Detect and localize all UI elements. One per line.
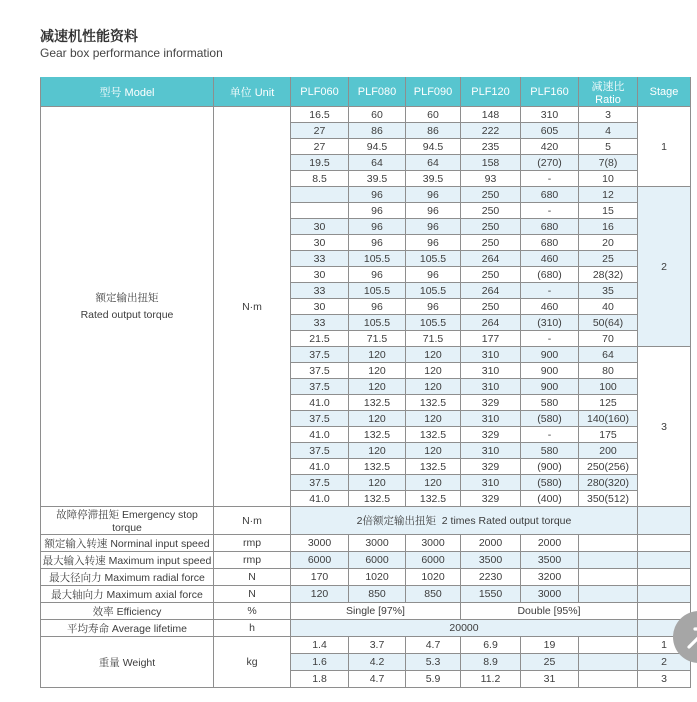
header-row xyxy=(41,78,691,107)
column-header-6: PLF160 xyxy=(521,78,579,107)
torque-value-cell: 250 xyxy=(461,187,521,203)
weight-value-cell: 25 xyxy=(521,654,579,671)
torque-value-cell: 120 xyxy=(349,379,406,395)
empty-stage-cell xyxy=(638,586,691,603)
torque-value-cell: 96 xyxy=(349,203,406,219)
ratio-cell: 175 xyxy=(579,427,638,443)
spec-value-cell: 120 xyxy=(291,586,349,603)
empty-ratio-cell xyxy=(579,586,638,603)
spec-row xyxy=(41,603,691,620)
spec-unit-cell: rmp xyxy=(214,535,291,552)
torque-value-cell: 64 xyxy=(349,155,406,171)
torque-value-cell: 580 xyxy=(521,395,579,411)
ratio-cell: 40 xyxy=(579,299,638,315)
torque-value-cell: 96 xyxy=(349,267,406,283)
ratio-cell: 4 xyxy=(579,123,638,139)
rated-output-torque-label xyxy=(41,107,214,507)
torque-value-cell: 96 xyxy=(406,299,461,315)
spec-value-cell: 170 xyxy=(291,569,349,586)
column-header-5: PLF120 xyxy=(461,78,521,107)
efficiency-double-cell: Double [95%] xyxy=(461,603,638,620)
torque-value-cell: 120 xyxy=(406,475,461,491)
spec-value-cell: 1020 xyxy=(349,569,406,586)
scroll-top-button[interactable] xyxy=(673,611,697,663)
torque-value-cell: - xyxy=(521,203,579,219)
empty-ratio-cell xyxy=(579,535,638,552)
weight-value-cell: 19 xyxy=(521,637,579,654)
weight-unit-cell: kg xyxy=(214,637,291,688)
torque-value-cell: 235 xyxy=(461,139,521,155)
empty-stage-cell xyxy=(638,535,691,552)
torque-value-cell: 310 xyxy=(521,107,579,123)
torque-value-cell: 96 xyxy=(349,235,406,251)
ratio-cell: 70 xyxy=(579,331,638,347)
torque-value-cell: 132.5 xyxy=(406,427,461,443)
torque-value-cell: 96 xyxy=(406,235,461,251)
torque-value-cell: 27 xyxy=(291,123,349,139)
weight-value-cell: 5.3 xyxy=(406,654,461,671)
weight-value-cell: 1.4 xyxy=(291,637,349,654)
torque-value-cell: 250 xyxy=(461,235,521,251)
torque-value-cell: (580) xyxy=(521,411,579,427)
torque-value-cell: 148 xyxy=(461,107,521,123)
torque-value-cell: 250 xyxy=(461,203,521,219)
torque-value-cell: 8.5 xyxy=(291,171,349,187)
spec-value-cell: 1550 xyxy=(461,586,521,603)
empty-ratio-cell xyxy=(579,637,638,654)
torque-value-cell: 64 xyxy=(406,155,461,171)
torque-value-cell: 105.5 xyxy=(349,283,406,299)
weight-value-cell: 31 xyxy=(521,671,579,688)
column-header-1: 单位 Unit xyxy=(214,78,291,107)
ratio-cell: 10 xyxy=(579,171,638,187)
table-body xyxy=(41,107,691,688)
torque-value-cell: 21.5 xyxy=(291,331,349,347)
spec-unit-cell: N·m xyxy=(214,507,291,535)
spec-value-cell: 2000 xyxy=(521,535,579,552)
torque-value-cell: 120 xyxy=(349,411,406,427)
torque-value-cell: 37.5 xyxy=(291,379,349,395)
stage-cell: 3 xyxy=(638,347,691,507)
ratio-cell: 7(8) xyxy=(579,155,638,171)
torque-value-cell: 680 xyxy=(521,187,579,203)
weight-value-cell: 4.7 xyxy=(406,637,461,654)
torque-value-cell: 30 xyxy=(291,299,349,315)
spec-label-cell: 最大径向力 Maximum radial force xyxy=(41,569,214,586)
ratio-cell: 28(32) xyxy=(579,267,638,283)
spec-unit-cell: h xyxy=(214,620,291,637)
ratio-cell: 200 xyxy=(579,443,638,459)
torque-value-cell: 900 xyxy=(521,363,579,379)
empty-stage-cell xyxy=(638,552,691,569)
torque-value-cell: 16.5 xyxy=(291,107,349,123)
spec-row xyxy=(41,620,691,637)
torque-value-cell: 94.5 xyxy=(406,139,461,155)
spec-value-cell: 850 xyxy=(406,586,461,603)
torque-value-cell: 37.5 xyxy=(291,363,349,379)
column-header-3: PLF080 xyxy=(349,78,406,107)
ratio-cell: 20 xyxy=(579,235,638,251)
empty-ratio-cell xyxy=(579,552,638,569)
spec-value-cell: 3500 xyxy=(461,552,521,569)
empty-stage-cell xyxy=(638,569,691,586)
torque-value-cell: 94.5 xyxy=(349,139,406,155)
torque-value-cell: 120 xyxy=(406,347,461,363)
torque-value-cell: 96 xyxy=(349,299,406,315)
spec-value-cell: 6000 xyxy=(349,552,406,569)
ratio-cell: 64 xyxy=(579,347,638,363)
torque-value-cell: 250 xyxy=(461,267,521,283)
torque-value-cell: 120 xyxy=(406,411,461,427)
spec-value-cell: 850 xyxy=(349,586,406,603)
torque-value-cell: 329 xyxy=(461,427,521,443)
spec-row xyxy=(41,535,691,552)
spec-value-cell: 2230 xyxy=(461,569,521,586)
ratio-cell: 280(320) xyxy=(579,475,638,491)
torque-value-cell: 41.0 xyxy=(291,395,349,411)
torque-value-cell: (580) xyxy=(521,475,579,491)
empty-ratio-cell xyxy=(579,654,638,671)
torque-value-cell: 96 xyxy=(406,187,461,203)
ratio-cell: 16 xyxy=(579,219,638,235)
arrow-up-right-icon xyxy=(673,611,697,663)
spec-row xyxy=(41,552,691,569)
column-header-8: Stage xyxy=(638,78,691,107)
spec-value-cell: 3000 xyxy=(349,535,406,552)
spec-span-value-cell: 2倍额定输出扭矩 2 times Rated output torque xyxy=(291,507,638,535)
torque-value-cell: 39.5 xyxy=(406,171,461,187)
torque-value-cell: 580 xyxy=(521,443,579,459)
torque-value-cell: 41.0 xyxy=(291,427,349,443)
torque-value-cell: 33 xyxy=(291,283,349,299)
performance-table xyxy=(40,77,691,688)
weight-stage-cell: 3 xyxy=(638,671,691,688)
spec-label-cell: 效率 Efficiency xyxy=(41,603,214,620)
torque-value-cell: 120 xyxy=(349,363,406,379)
torque-value-cell: 132.5 xyxy=(406,459,461,475)
spec-row xyxy=(41,586,691,603)
torque-value-cell: 60 xyxy=(406,107,461,123)
torque-row xyxy=(41,107,691,123)
ratio-cell: 3 xyxy=(579,107,638,123)
ratio-cell: 35 xyxy=(579,283,638,299)
torque-value-cell: 37.5 xyxy=(291,347,349,363)
spec-unit-cell: rmp xyxy=(214,552,291,569)
spec-value-cell: 6000 xyxy=(291,552,349,569)
spec-value-cell: 3200 xyxy=(521,569,579,586)
weight-label-cell: 重量 Weight xyxy=(41,637,214,688)
torque-value-cell: 222 xyxy=(461,123,521,139)
torque-value-cell: 132.5 xyxy=(349,459,406,475)
torque-value-cell: 460 xyxy=(521,299,579,315)
torque-value-cell: 86 xyxy=(349,123,406,139)
torque-value-cell: 250 xyxy=(461,299,521,315)
column-header-4: PLF090 xyxy=(406,78,461,107)
column-header-0: 型号 Model xyxy=(41,78,214,107)
weight-value-cell: 1.6 xyxy=(291,654,349,671)
spec-unit-cell: % xyxy=(214,603,291,620)
spec-row xyxy=(41,507,691,535)
torque-value-cell: 310 xyxy=(461,379,521,395)
spec-value-cell: 3000 xyxy=(291,535,349,552)
torque-value-cell: 900 xyxy=(521,379,579,395)
torque-value-cell: 120 xyxy=(349,443,406,459)
torque-value-cell: 120 xyxy=(406,443,461,459)
ratio-cell: 140(160) xyxy=(579,411,638,427)
torque-value-cell: 120 xyxy=(406,363,461,379)
torque-value-cell: 30 xyxy=(291,267,349,283)
ratio-cell: 100 xyxy=(579,379,638,395)
ratio-cell: 250(256) xyxy=(579,459,638,475)
torque-value-cell: 250 xyxy=(461,219,521,235)
torque-value-cell: 41.0 xyxy=(291,459,349,475)
spec-value-cell: 2000 xyxy=(461,535,521,552)
stage-cell: 1 xyxy=(638,107,691,187)
torque-value-cell: 310 xyxy=(461,363,521,379)
spec-unit-cell: N xyxy=(214,586,291,603)
torque-value-cell xyxy=(291,203,349,219)
ratio-cell: 12 xyxy=(579,187,638,203)
torque-value-cell: 310 xyxy=(461,347,521,363)
torque-value-cell: - xyxy=(521,171,579,187)
page-subtitle: Gear box performance information xyxy=(40,46,223,60)
torque-value-cell: 96 xyxy=(349,219,406,235)
ratio-cell: 350(512) xyxy=(579,491,638,507)
torque-value-cell: - xyxy=(521,427,579,443)
torque-value-cell: 60 xyxy=(349,107,406,123)
torque-value-cell: 120 xyxy=(349,475,406,491)
spec-label-cell: 故障停滞扭矩 Emergency stop torque xyxy=(41,507,214,535)
torque-value-cell: 264 xyxy=(461,251,521,267)
empty-ratio-cell xyxy=(579,671,638,688)
empty-ratio-cell xyxy=(579,569,638,586)
torque-value-cell: (310) xyxy=(521,315,579,331)
torque-value-cell: 33 xyxy=(291,251,349,267)
torque-value-cell: 329 xyxy=(461,459,521,475)
ratio-cell: 5 xyxy=(579,139,638,155)
torque-value-cell: 264 xyxy=(461,283,521,299)
torque-value-cell: 96 xyxy=(406,267,461,283)
torque-value-cell: 105.5 xyxy=(406,315,461,331)
torque-value-cell: 329 xyxy=(461,395,521,411)
weight-stage-cell: 2 xyxy=(638,654,691,671)
torque-value-cell: 19.5 xyxy=(291,155,349,171)
torque-value-cell: 132.5 xyxy=(349,395,406,411)
table-header xyxy=(41,78,691,107)
spec-row xyxy=(41,569,691,586)
stage-cell: 2 xyxy=(638,187,691,347)
torque-value-cell: 105.5 xyxy=(349,315,406,331)
torque-value-cell: 105.5 xyxy=(406,251,461,267)
spec-value-cell: 3000 xyxy=(521,586,579,603)
ratio-cell: 80 xyxy=(579,363,638,379)
ratio-cell: 50(64) xyxy=(579,315,638,331)
torque-value-cell: 132.5 xyxy=(406,491,461,507)
spec-value-cell: 1020 xyxy=(406,569,461,586)
torque-value-cell xyxy=(291,187,349,203)
torque-value-cell: 96 xyxy=(349,187,406,203)
weight-value-cell: 5.9 xyxy=(406,671,461,688)
torque-value-cell: 71.5 xyxy=(349,331,406,347)
torque-value-cell: 329 xyxy=(461,491,521,507)
torque-value-cell: 132.5 xyxy=(349,427,406,443)
rated-output-torque-label-en: Rated output torque xyxy=(80,308,174,321)
weight-value-cell: 3.7 xyxy=(349,637,406,654)
spec-value-cell: 6000 xyxy=(406,552,461,569)
torque-value-cell: 310 xyxy=(461,411,521,427)
torque-value-cell: 27 xyxy=(291,139,349,155)
weight-value-cell: 8.9 xyxy=(461,654,521,671)
ratio-cell: 25 xyxy=(579,251,638,267)
torque-value-cell: 158 xyxy=(461,155,521,171)
torque-value-cell: (900) xyxy=(521,459,579,475)
torque-value-cell: 30 xyxy=(291,219,349,235)
weight-value-cell: 4.7 xyxy=(349,671,406,688)
weight-row xyxy=(41,637,691,654)
column-header-2: PLF060 xyxy=(291,78,349,107)
weight-stage-cell: 1 xyxy=(638,637,691,654)
spec-label-cell: 平均寿命 Average lifetime xyxy=(41,620,214,637)
torque-value-cell: 37.5 xyxy=(291,443,349,459)
torque-value-cell: 96 xyxy=(406,203,461,219)
torque-value-cell: 132.5 xyxy=(406,395,461,411)
torque-value-cell: 680 xyxy=(521,235,579,251)
torque-value-cell: 120 xyxy=(406,379,461,395)
weight-value-cell: 11.2 xyxy=(461,671,521,688)
weight-value-cell: 1.8 xyxy=(291,671,349,688)
torque-value-cell: 680 xyxy=(521,219,579,235)
weight-value-cell: 4.2 xyxy=(349,654,406,671)
torque-value-cell: 177 xyxy=(461,331,521,347)
spec-span-value-cell: 20000 xyxy=(291,620,638,637)
torque-value-cell: 33 xyxy=(291,315,349,331)
torque-value-cell: 39.5 xyxy=(349,171,406,187)
torque-value-cell: 420 xyxy=(521,139,579,155)
torque-value-cell: 264 xyxy=(461,315,521,331)
torque-value-cell: 71.5 xyxy=(406,331,461,347)
weight-value-cell: 6.9 xyxy=(461,637,521,654)
torque-value-cell: 460 xyxy=(521,251,579,267)
efficiency-single-cell: Single [97%] xyxy=(291,603,461,620)
torque-value-cell: (400) xyxy=(521,491,579,507)
torque-value-cell: 605 xyxy=(521,123,579,139)
page-title: 减速机性能资料 xyxy=(40,28,138,44)
spec-label-cell: 额定输入转速 Norminal input speed xyxy=(41,535,214,552)
torque-value-cell: - xyxy=(521,331,579,347)
torque-value-cell: 37.5 xyxy=(291,475,349,491)
torque-value-cell: (680) xyxy=(521,267,579,283)
torque-value-cell: 900 xyxy=(521,347,579,363)
torque-value-cell: 120 xyxy=(349,347,406,363)
ratio-cell: 125 xyxy=(579,395,638,411)
torque-value-cell: 105.5 xyxy=(406,283,461,299)
spec-value-cell: 3000 xyxy=(406,535,461,552)
torque-unit-cell: N·m xyxy=(214,107,291,507)
torque-value-cell: (270) xyxy=(521,155,579,171)
column-header-7: 减速比 Ratio xyxy=(579,78,638,107)
ratio-cell: 15 xyxy=(579,203,638,219)
torque-value-cell: 132.5 xyxy=(349,491,406,507)
torque-value-cell: 41.0 xyxy=(291,491,349,507)
empty-stage-cell xyxy=(638,507,691,535)
rated-output-torque-label-zh: 额定输出扭矩 xyxy=(95,291,159,304)
torque-value-cell: 93 xyxy=(461,171,521,187)
torque-value-cell: 30 xyxy=(291,235,349,251)
torque-value-cell: 105.5 xyxy=(349,251,406,267)
torque-value-cell: 86 xyxy=(406,123,461,139)
spec-value-cell: 3500 xyxy=(521,552,579,569)
torque-value-cell: - xyxy=(521,283,579,299)
torque-value-cell: 310 xyxy=(461,475,521,491)
torque-value-cell: 37.5 xyxy=(291,411,349,427)
spec-label-cell: 最大轴向力 Maximum axial force xyxy=(41,586,214,603)
torque-value-cell: 96 xyxy=(406,219,461,235)
spec-unit-cell: N xyxy=(214,569,291,586)
spec-label-cell: 最大输入转速 Maximum input speed xyxy=(41,552,214,569)
torque-value-cell: 310 xyxy=(461,443,521,459)
